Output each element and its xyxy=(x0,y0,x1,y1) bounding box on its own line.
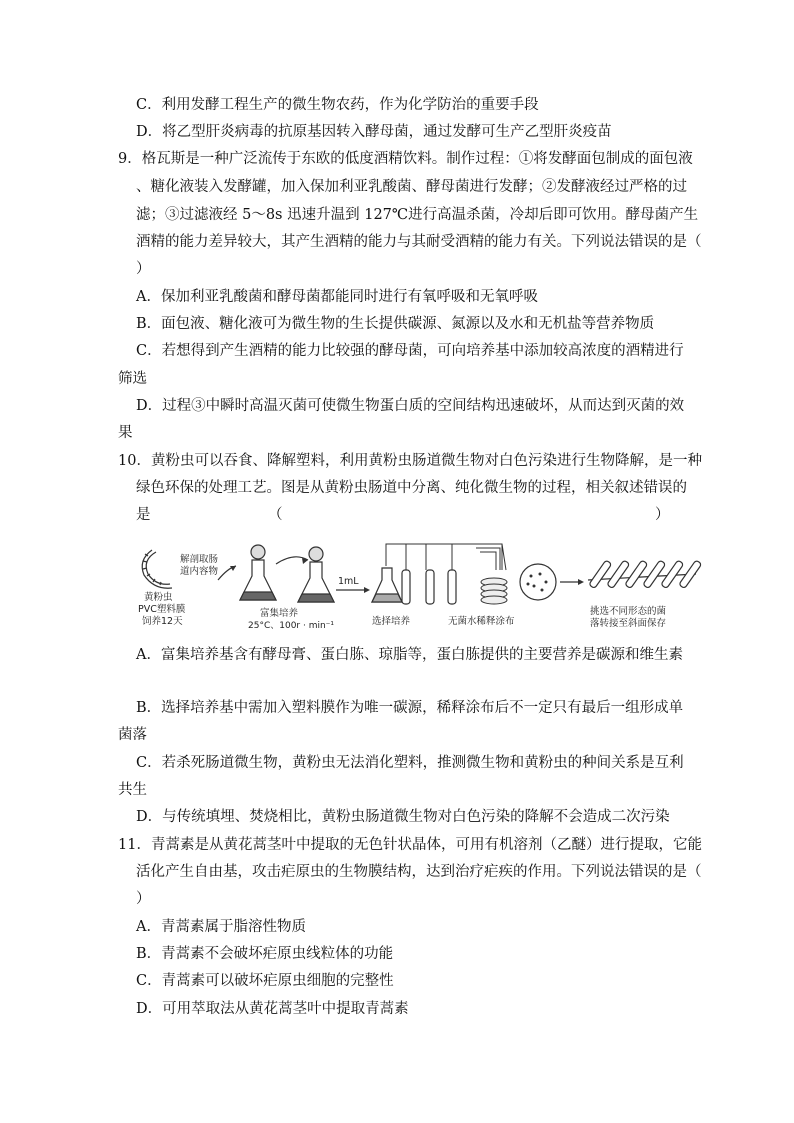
enrich-label: 富集培养 xyxy=(260,608,299,619)
select-label: 选择培养 xyxy=(372,616,411,627)
question-8-option-d: D．将乙型肝炎病毒的抗原基因转入酵母菌，通过发酵可生产乙型肝炎疫苗 xyxy=(136,124,612,140)
question-10-option-a: A．富集培养基含有酵母膏、蛋白胨、琼脂等，蛋白胨提供的主要营养是碳源和维生素 xyxy=(136,647,683,663)
question-9-stem-line-1: 9．格瓦斯是一种广泛流传于东欧的低度酒精饮料。制作过程：①将发酵面包制成的面包液 xyxy=(118,151,693,167)
volume-label: 1mL xyxy=(338,576,359,587)
colony-plate-icon xyxy=(520,564,556,600)
question-11-option-c: C．青蒿素可以破坏疟原虫细胞的完整性 xyxy=(136,973,394,989)
question-9-option-b: B．面包液、糖化液可为微生物的生长提供碳源、氮源以及水和无机盐等营养物质 xyxy=(136,316,655,332)
arrow-pick-head xyxy=(578,579,584,585)
question-9-option-c-line-2: 筛选 xyxy=(118,371,147,387)
worm-label-2: PVC塑料膜 xyxy=(138,604,186,615)
question-9-stem-line-5: ） xyxy=(136,261,151,277)
question-10-stem-line-1: 10．黄粉虫可以吞食、降解塑料，利用黄粉虫肠道微生物对白色污染进行生物降解，是一种 xyxy=(118,453,702,469)
question-11-option-d: D．可用萃取法从黄花蒿茎叶中提取青蒿素 xyxy=(136,1001,409,1017)
worm-label-1: 黄粉虫 xyxy=(144,592,173,603)
question-9-option-d-line-1: D．过程③中瞬时高温灭菌可使微生物蛋白质的空间结构迅速破坏，从而达到灭菌的效 xyxy=(136,398,685,414)
question-11-option-a: A．青蒿素属于脂溶性物质 xyxy=(136,919,306,935)
question-11-stem-line-3: ） xyxy=(136,891,151,907)
question-11-option-b: B．青蒿素不会破坏疟原虫线粒体的功能 xyxy=(136,946,394,962)
petri-dish-stack-icon xyxy=(481,578,507,604)
test-tubes xyxy=(402,570,456,604)
question-10-option-c-line-2: 共生 xyxy=(118,782,147,798)
question-9-stem-line-3: 滤；③过滤液经 5～8s 迅速升温到 127℃进行高温杀菌，冷却后即可饮用。酵母菌产生 xyxy=(136,207,699,223)
question-9-option-c-line-1: C．若想得到产生酒精的能力比较强的酵母菌，可向培养基中添加较高浓度的酒精进行 xyxy=(136,343,684,359)
flask-icon-2 xyxy=(298,547,334,602)
question-10-stem-line-3: 是 xyxy=(136,507,151,523)
question-9-stem-line-2: 、糖化液装入发酵罐，加入保加利亚乳酸菌、酵母菌进行发酵；②发酵液经过严格的过 xyxy=(136,179,687,195)
question-9-option-d-line-2: 果 xyxy=(118,425,133,441)
question-10-option-b-line-1: B．选择培养基中需加入塑料膜作为唯一碳源，稀释涂布后不一定只有最后一组形成单 xyxy=(136,700,684,716)
question-9-stem-line-4: 酒精的能力差异较大，其产生酒精的能力与其耐受酒精的能力有关。下列说法错误的是（ xyxy=(136,234,702,250)
dissect-label-2: 道内容物 xyxy=(180,566,219,577)
mealworm-icon xyxy=(142,550,172,588)
transfer-lines xyxy=(386,544,506,570)
question-10-option-d: D．与传统填埋、焚烧相比，黄粉虫肠道微生物对白色污染的降解不会造成二次污染 xyxy=(136,809,670,825)
pick-label-1: 挑选不同形态的菌 xyxy=(590,606,667,617)
question-8-option-c: C．利用发酵工程生产的微生物农药，作为化学防治的重要手段 xyxy=(136,97,539,113)
microbe-isolation-figure xyxy=(136,540,714,640)
answer-bracket-close: ） xyxy=(655,507,670,523)
slant-tubes-icon xyxy=(588,560,702,589)
question-10-option-b-line-2: 菌落 xyxy=(118,727,147,743)
dilute-label: 无菌水稀释涂布 xyxy=(448,616,515,627)
question-11-stem-line-1: 11．青蒿素是从黄花蒿茎叶中提取的无色针状晶体，可用有机溶剂（乙醚）进行提取，它能 xyxy=(118,837,702,853)
flask-icon-3 xyxy=(372,568,402,602)
worm-label-3: 饲养12天 xyxy=(142,616,183,627)
pick-label-2: 落转接至斜面保存 xyxy=(590,618,667,629)
flask-icon-1 xyxy=(240,545,276,600)
question-9-option-a: A．保加利亚乳酸菌和酵母菌都能同时进行有氧呼吸和无氧呼吸 xyxy=(136,289,538,305)
answer-bracket-open: （ xyxy=(268,507,283,523)
question-10-stem-line-2: 绿色环保的处理工艺。图是从黄粉虫肠道中分离、纯化微生物的过程，相关叙述错误的 xyxy=(136,480,687,496)
question-11-stem-line-2: 活化产生自由基，攻击疟原虫的生物膜结构，达到治疗疟疾的作用。下列说法错误的是（ xyxy=(136,864,702,880)
arrow-volume-head xyxy=(364,587,370,593)
dissect-label-1: 解剖取肠 xyxy=(180,554,219,565)
question-10-option-c-line-1: C．若杀死肠道微生物，黄粉虫无法消化塑料，推测微生物和黄粉虫的种间关系是互利 xyxy=(136,755,684,771)
enrich-condition: 25°C、100r · min⁻¹ xyxy=(248,621,335,631)
